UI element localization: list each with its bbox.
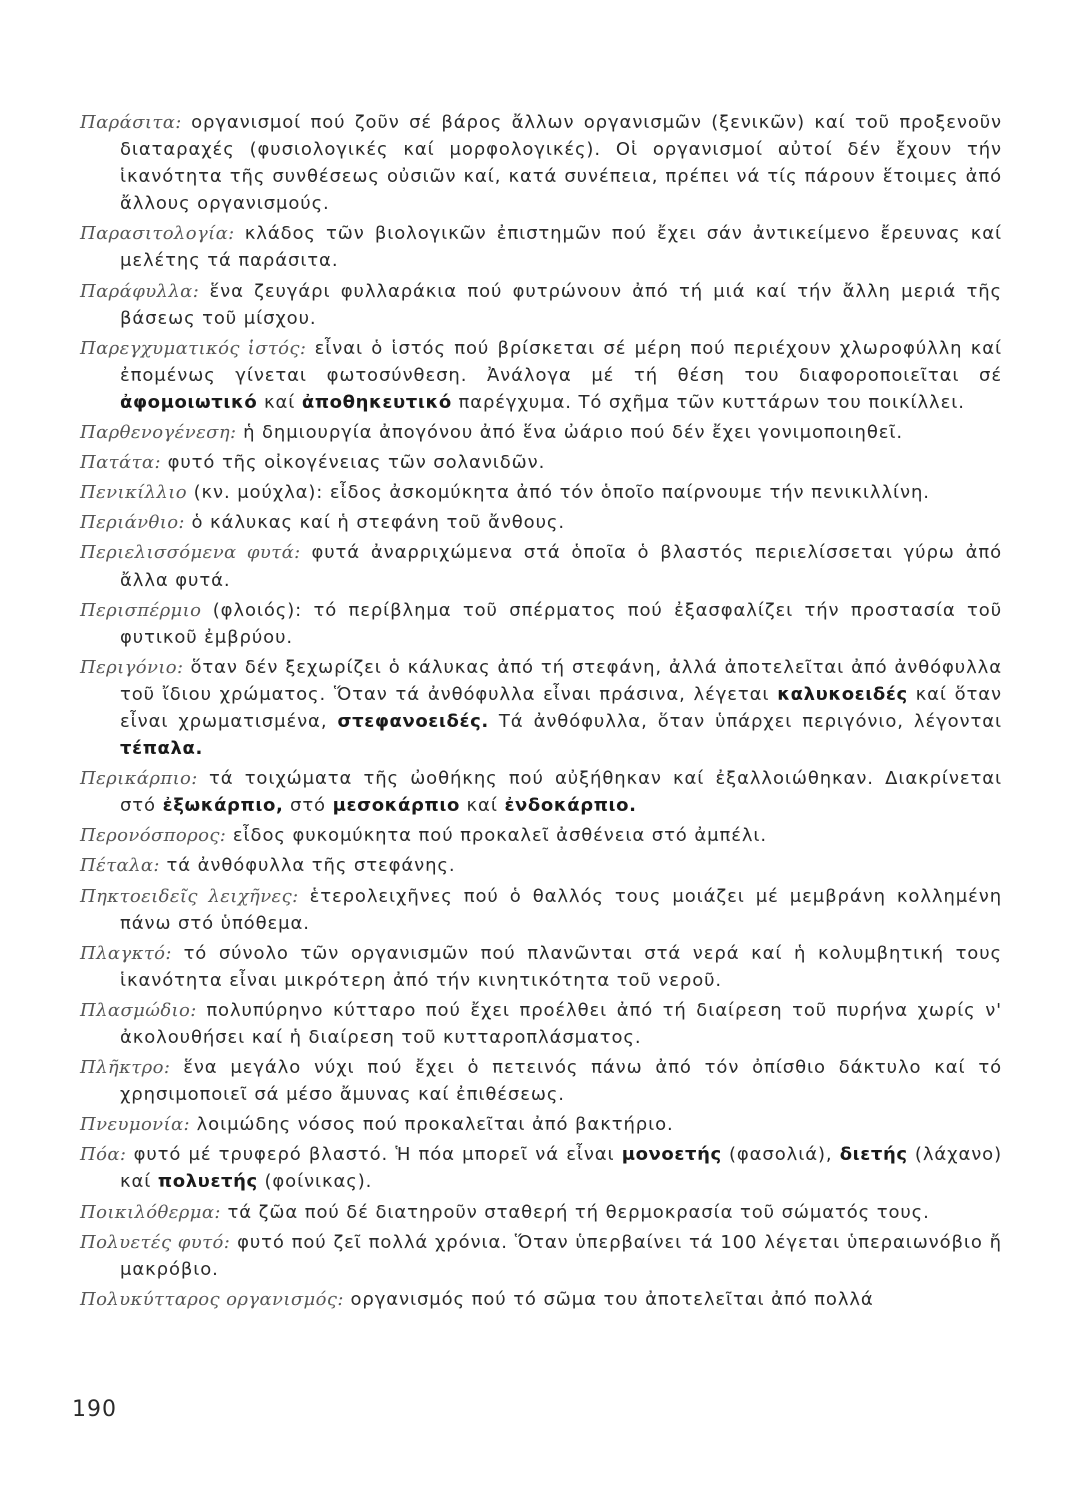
glossary-entry-poikilotherms xyxy=(80,1199,1002,1226)
bold-keyword: ἀφομοιωτικό xyxy=(120,391,258,413)
entry-term: Παρθενογένεση: xyxy=(80,422,237,444)
glossary-entry-herb xyxy=(80,1141,1002,1195)
glossary-entry-twining-plants xyxy=(80,539,1002,593)
entry-definition: (φλοιός): τό περίβλημα τοῦ σπέρματος πού ἐξασφαλίζει τήν προστασία τοῦ φυτικοῦ ἐμβρύου. xyxy=(120,599,1003,648)
glossary-entry-parthenogenesis xyxy=(80,419,1002,446)
bold-keyword: πολυετής xyxy=(157,1171,258,1193)
entry-term: Παράσιτα: xyxy=(80,112,182,133)
entry-term: Ποικιλόθερμα: xyxy=(80,1201,221,1223)
glossary-entry-plasmodium xyxy=(80,997,1002,1051)
bold-keyword: ἐξωκάρπιο, xyxy=(162,795,284,817)
bold-keyword: τέπαλα. xyxy=(120,738,203,760)
entry-term: Περιγόνιο: xyxy=(80,656,184,678)
entry-definition: ἡ δημιουργία ἀπογόνου ἀπό ἕνα ὠάριο πού δέν ἔχει γονιμοποιηθεῖ. xyxy=(243,422,904,444)
glossary-page xyxy=(80,109,1002,1316)
page-number: 190 xyxy=(72,1397,117,1422)
entry-definition: οργανισμός πού τό σῶμα του ἀποτελεῖται ἀπό πολλά xyxy=(350,1288,874,1310)
entry-term: Πατάτα: xyxy=(80,452,161,474)
entry-term: Περικάρπιο: xyxy=(80,768,198,790)
glossary-entry-perisperm xyxy=(80,597,1002,651)
entry-definition: καί xyxy=(466,795,498,817)
entry-definition: τό σύνολο τῶν οργανισμῶν πού πλανῶνται στά νερά καί ἡ κολυμβητική τους ἱκανότητα εἶναι μικρότερη ἀπό τήν κινητικότητα τοῦ νεροῦ. xyxy=(120,942,1002,991)
entry-definition: (φασολιά), xyxy=(728,1144,833,1166)
glossary-entry-parenchyma xyxy=(80,335,1002,416)
entry-definition: καί xyxy=(263,391,296,413)
entry-term: Παρεγχυματικός ἱστός: xyxy=(80,337,307,359)
entry-definition: Τά ἀνθόφυλλα, ὅταν ὑπάρχει περιγόνιο, λέγονται xyxy=(498,710,1003,732)
entry-term: Πλαγκτό: xyxy=(80,942,172,964)
bold-keyword: καλυκοειδές xyxy=(777,683,908,705)
entry-definition: ὅταν δέν ξεχωρίζει ὁ κάλυκας ἀπό τή στεφάνη, ἀλλά ἀποτελεῖται ἀπό ἀνθόφυλλα τοῦ ἴδιου χρώματος. Ὅταν τά ἀνθόφυλλα εἶναι πράσινα, λέγεται xyxy=(120,656,1002,705)
entry-definition: εἶναι ὁ ἱστός πού βρίσκεται σέ μέρη πού περιέχουν χλωροφύλλη καί ἐπομένως γίνεται φωτοσύνθεση. Ἀνάλογα μέ τή θέση του διαφοροποιεῖται σέ xyxy=(120,337,1002,386)
glossary-entry-downy-mildew xyxy=(80,822,1002,849)
entry-term: Πνευμονία: xyxy=(80,1114,190,1136)
bold-keyword: μεσοκάρπιο xyxy=(332,795,460,817)
glossary-entry-parasitology xyxy=(80,220,1002,274)
entry-definition: ὁ κάλυκας καί ἡ στεφάνη τοῦ ἄνθους. xyxy=(191,512,565,534)
entry-definition: ἕνα μεγάλο νύχι πού ἔχει ὁ πετεινός πάνω ἀπό τόν ὀπίσθιο δάκτυλο καί τό χρησιμοποιεῖ σά μέσο ἄμυνας καί ἐπιθέσεως. xyxy=(120,1057,1002,1106)
entry-definition: ἑτερολειχῆνες πού ὁ θαλλός τους μοιάζει μέ μεμβράνη κολλημένη πάνω στό ὑπόθεμα. xyxy=(120,885,1003,934)
glossary-entry-plankton xyxy=(80,940,1002,994)
entry-definition: καί ὅταν εἶναι χρωματισμένα, xyxy=(120,683,1003,732)
bold-keyword: στεφανοειδές. xyxy=(337,710,489,732)
entry-definition: (λάχανο) καί xyxy=(120,1144,1002,1193)
glossary-entry-gelatinous-lichens xyxy=(80,883,1002,937)
entry-term: Περιελισσόμενα φυτά: xyxy=(80,542,301,564)
entry-definition: λοιμώδης νόσος πού προκαλεῖται ἀπό βακτήριο. xyxy=(196,1114,674,1136)
bold-keyword: ἐνδοκάρπιο. xyxy=(504,795,637,817)
bold-keyword: μονοετής xyxy=(621,1144,722,1166)
entry-term: Πηκτοειδεῖς λειχῆνες: xyxy=(80,885,299,907)
bold-keyword: ἀποθηκευτικό xyxy=(301,391,452,413)
entry-definition: στό xyxy=(290,795,326,817)
entry-definition: (φοίνικας). xyxy=(264,1171,373,1193)
glossary-entry-petals xyxy=(80,852,1002,879)
entry-term: Περισπέρμιο xyxy=(80,599,202,621)
glossary-entry-pericarp xyxy=(80,765,1002,819)
entry-term: Πενικίλλιο xyxy=(80,482,187,504)
entry-definition: κλάδος τῶν βιολογικῶν ἐπιστημῶν πού ἔχει σάν ἀντικείμενο ἔρευνας καί μελέτης τά παράσιτα. xyxy=(120,223,1002,272)
entry-definition: τά ἀνθόφυλλα τῆς στεφάνης. xyxy=(166,855,456,877)
bold-keyword: διετής xyxy=(839,1144,908,1166)
entry-term: Πλασμώδιο: xyxy=(80,999,197,1021)
entry-definition: πολυπύρηνο κύτταρο πού ἔχει προέλθει ἀπό τή διαίρεση τοῦ πυρήνα χωρίς ν' ἀκολουθήσει καί ἡ διαίρεση τοῦ κυτταροπλάσματος. xyxy=(120,999,1003,1048)
entry-term: Παράφυλλα: xyxy=(80,280,200,302)
entry-definition: τά τοιχώματα τῆς ὠοθήκης πού αὐξήθηκαν καί ἐξαλλοιώθηκαν. Διακρίνεται στό xyxy=(120,768,1002,817)
entry-term: Πολυετές φυτό: xyxy=(80,1231,231,1253)
glossary-entry-stipules xyxy=(80,278,1002,332)
entry-definition: (κν. μούχλα): εἶδος ἀσκομύκητα ἀπό τόν ὁποῖο παίρνουμε τήν πενικιλλίνη. xyxy=(193,482,930,504)
glossary-entry-perigone xyxy=(80,654,1002,762)
entry-definition: παρέγχυμα. Τό σχῆμα τῶν κυττάρων του ποικίλλει. xyxy=(458,391,965,413)
entry-definition: φυτό μέ τρυφερό βλαστό. Ἡ πόα μπορεῖ νά εἶναι xyxy=(133,1144,615,1166)
glossary-entry-perennial-plant xyxy=(80,1229,1002,1283)
glossary-entry-multicellular-organism xyxy=(80,1286,1002,1313)
entry-definition: ἕνα ζευγάρι φυλλαράκια πού φυτρώνουν ἀπό τή μιά καί τήν ἄλλη μεριά τῆς βάσεως τοῦ μίσχου. xyxy=(120,280,1002,329)
entry-term: Πολυκύτταρος οργανισμός: xyxy=(80,1288,344,1310)
glossary-entry-potato xyxy=(80,449,1002,476)
entry-definition: τά ζῶα πού δέ διατηροῦν σταθερή τή θερμοκρασία τοῦ σώματός τους. xyxy=(227,1201,930,1223)
entry-definition: οργανισμοί πού ζοῦν σέ βάρος ἄλλων οργανισμῶν (ξενικῶν) καί τοῦ προξενοῦν διαταραχές (φυσιολογικές καί μορφολογικές). Οἱ οργανισμοί αὐτοί δέν ἔχουν τήν ἱκανότητα τῆς συνθέσεως οὐσιῶν καί, κατά συνέπεια, πρέπει νά τίς πάρουν ἕτοιμες ἀπό ἄλλους οργανισμούς. xyxy=(120,112,1002,215)
glossary-entry-pneumonia xyxy=(80,1111,1002,1138)
entry-term: Περιάνθιο: xyxy=(80,512,185,534)
entry-term: Πλῆκτρο: xyxy=(80,1057,171,1079)
glossary-entry-perianth xyxy=(80,509,1002,536)
glossary-entry-parasites xyxy=(80,109,1002,217)
entry-term: Πόα: xyxy=(80,1144,127,1166)
entry-definition: φυτό πού ζεῖ πολλά χρόνια. Ὅταν ὑπερβαίνει τά 100 λέγεται ὑπεραιωνόβιο ἤ μακρόβιο. xyxy=(120,1231,1002,1280)
glossary-entry-penicillium xyxy=(80,479,1002,506)
entry-definition: εἶδος φυκομύκητα πού προκαλεῖ ἀσθένεια στό ἀμπέλι. xyxy=(232,825,767,847)
entry-term: Περονόσπορος: xyxy=(80,825,227,847)
entry-definition: φυτό τῆς οἰκογένειας τῶν σολανιδῶν. xyxy=(167,452,546,474)
entry-definition: φυτά ἀναρριχώμενα στά ὁποῖα ὁ βλαστός περιελίσσεται γύρω ἀπό ἄλλα φυτά. xyxy=(120,542,1002,591)
entry-term: Παρασιτολογία: xyxy=(80,223,235,245)
entry-term: Πέταλα: xyxy=(80,855,160,877)
glossary-entry-spur xyxy=(80,1054,1002,1108)
